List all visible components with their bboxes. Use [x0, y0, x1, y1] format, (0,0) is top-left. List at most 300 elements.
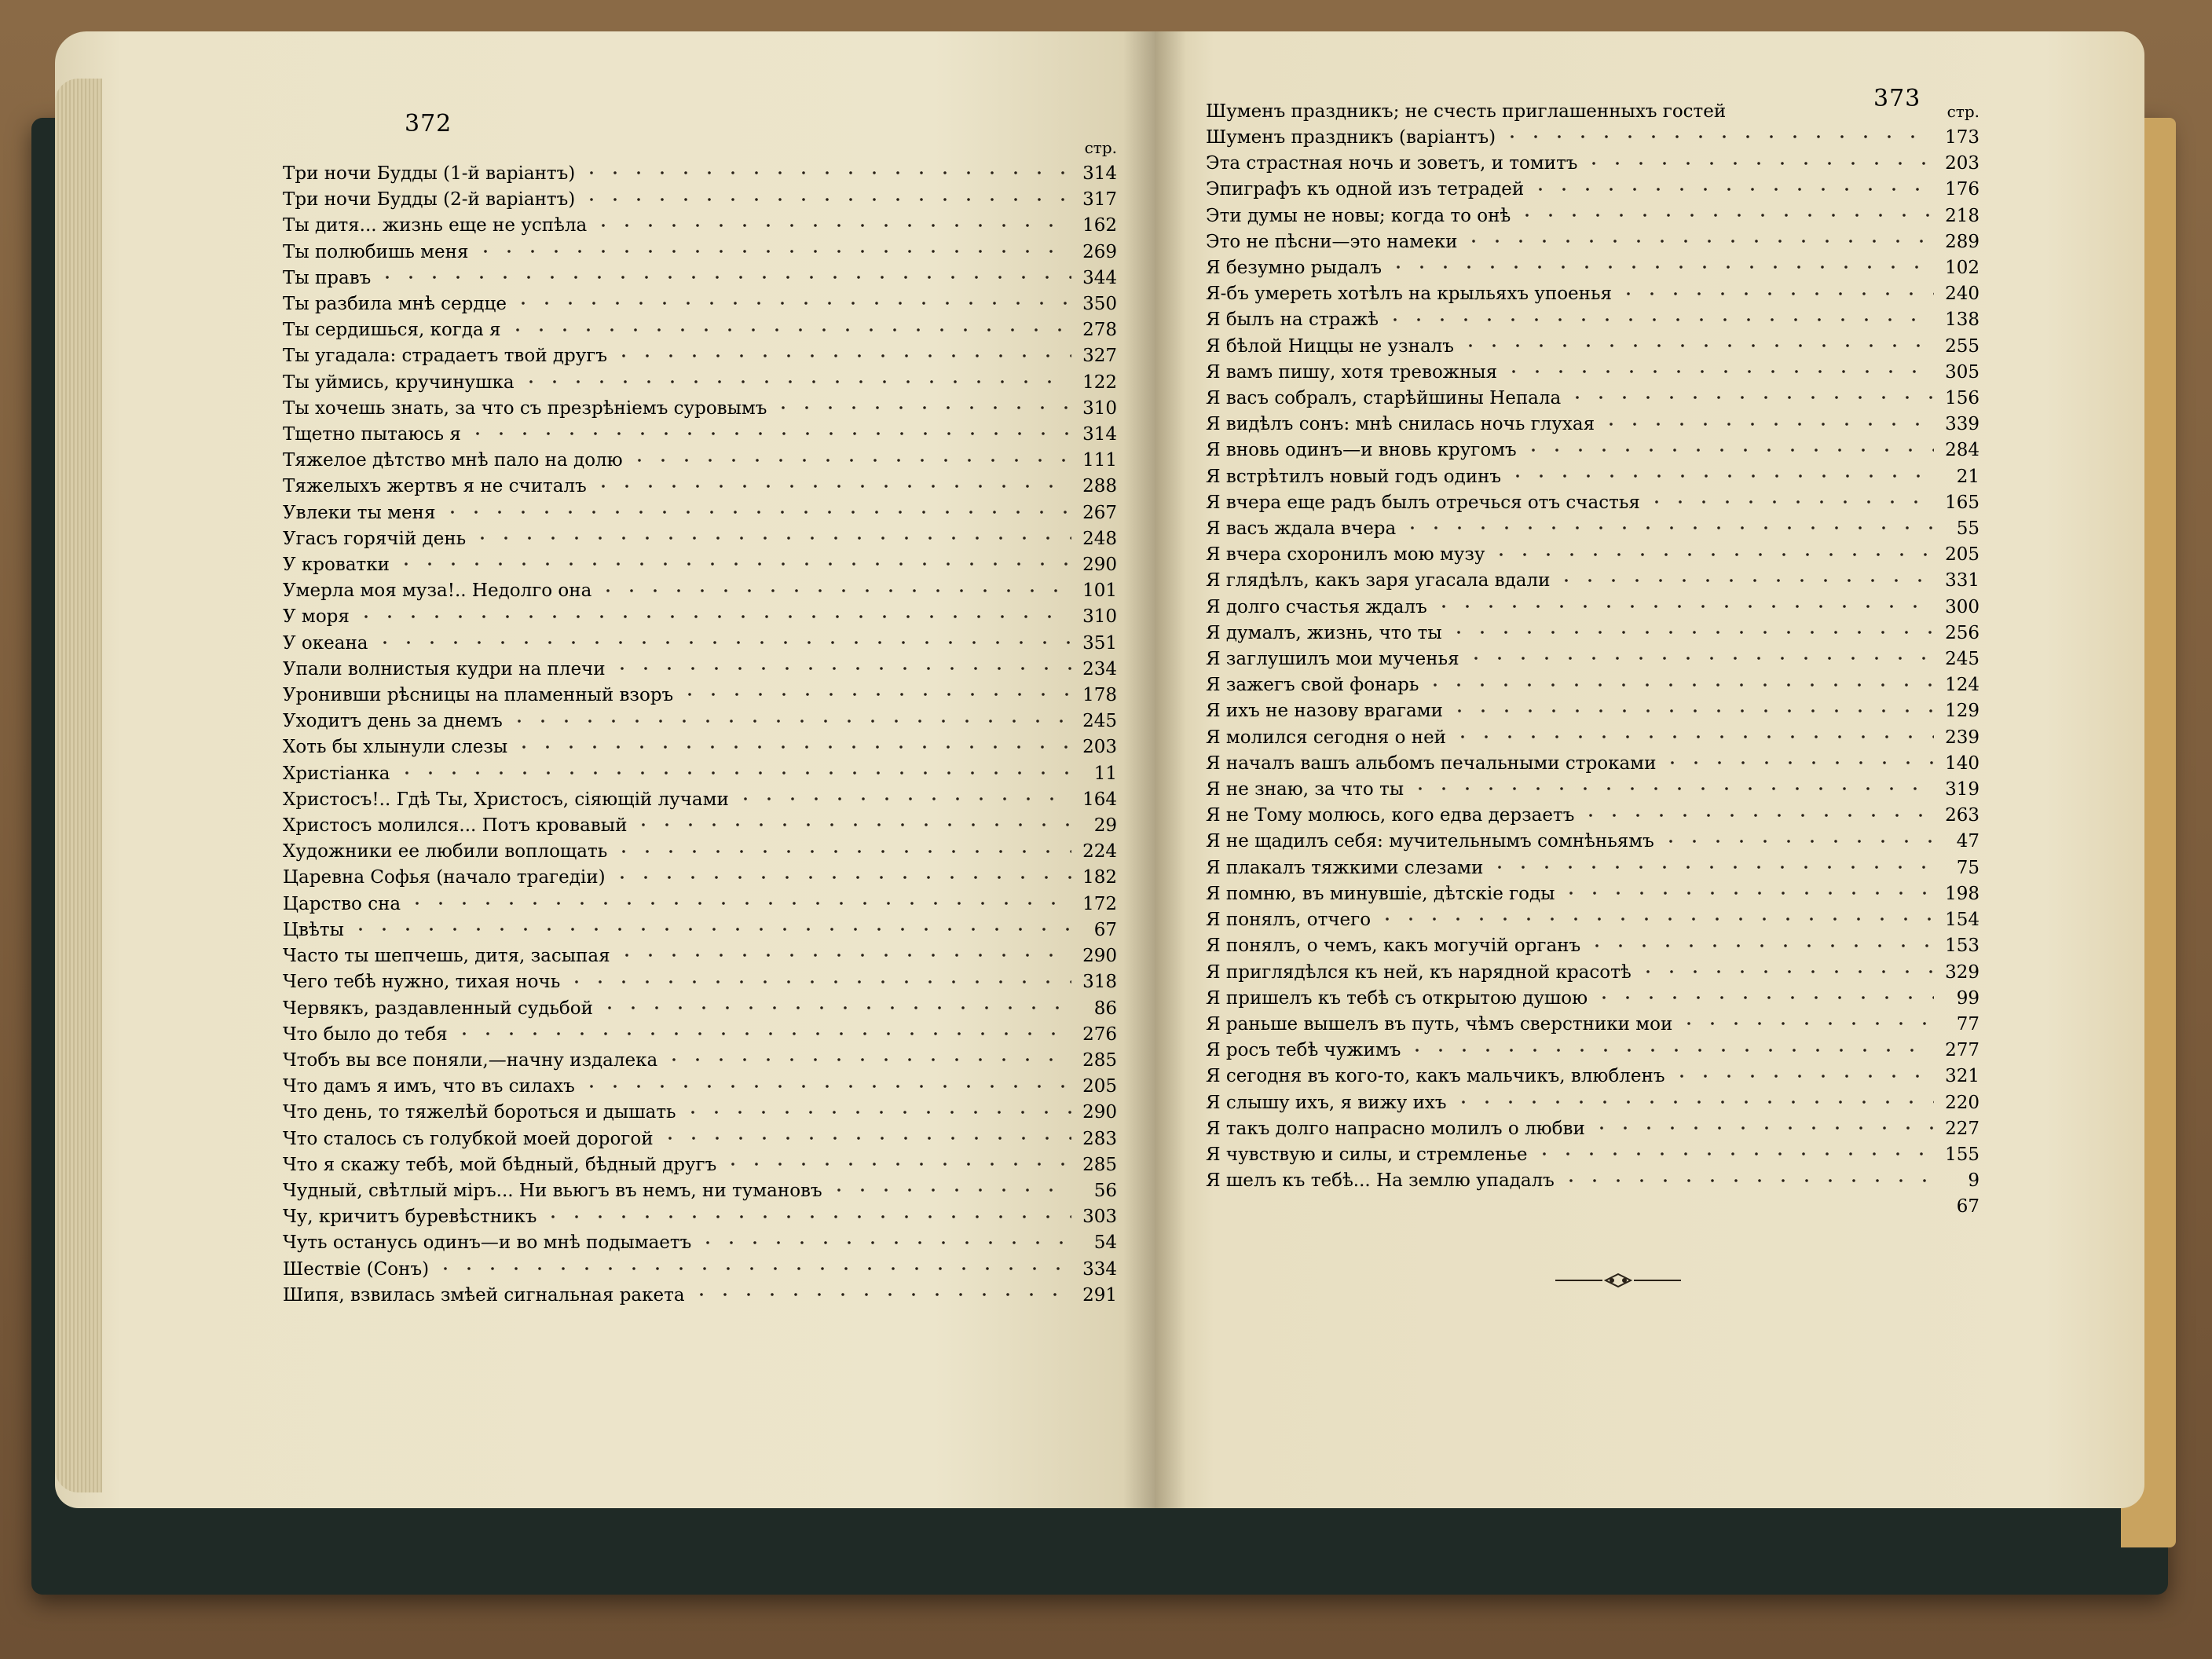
- toc-entry-page: 9: [1968, 1170, 1979, 1192]
- toc-entry-page: 154: [1945, 910, 1979, 931]
- toc-entry-page: 248: [1082, 528, 1117, 549]
- toc-entry: [1206, 881, 1979, 907]
- toc-entry: [283, 187, 1117, 213]
- dot-leader: [349, 920, 1071, 936]
- toc-entry-title: Ты полюбишь меня: [283, 241, 469, 262]
- toc-entry-page: 156: [1945, 388, 1979, 409]
- dot-leader: [375, 268, 1071, 284]
- toc-entry-page: 224: [1082, 841, 1117, 862]
- toc-entry: [1206, 1090, 1979, 1116]
- spine-shadow: [1123, 31, 1186, 1508]
- toc-entry-title: Я встрѣтилъ новый годъ одинъ: [1206, 466, 1502, 487]
- dot-leader: [354, 606, 1071, 622]
- toc-entry-page: 165: [1945, 492, 1979, 513]
- toc-entry: [283, 1204, 1117, 1230]
- toc-entry-title: Это не пѣсни—это намеки: [1206, 231, 1458, 252]
- toc-entry: [1206, 412, 1979, 438]
- toc-entry-page: 162: [1082, 215, 1117, 236]
- toc-entry: [1206, 516, 1979, 542]
- toc-entry-page: 55: [1956, 518, 1979, 540]
- dot-leader: [1447, 623, 1934, 639]
- dot-leader: [512, 737, 1071, 753]
- toc-entry-title: Я молился сегодня о ней: [1206, 727, 1447, 748]
- toc-entry-page: 111: [1082, 450, 1117, 471]
- toc-entry-title: Христосъ!.. Гдѣ Ты, Христосъ, сiяющiй лучами: [283, 789, 729, 810]
- toc-entry-title: Я бѣлой Ниццы не узналъ: [1206, 335, 1454, 357]
- dot-leader: [434, 1259, 1071, 1275]
- dot-leader: [1566, 388, 1934, 404]
- toc-entry-title: Я вчера схоронилъ мою музу: [1206, 544, 1485, 566]
- dot-leader: [1500, 127, 1934, 143]
- toc-entry-page: 314: [1082, 163, 1117, 184]
- toc-entry-title: Я не знаю, за что ты: [1206, 779, 1404, 800]
- right-first-line: [1206, 99, 1979, 125]
- toc-entry-page: 269: [1082, 241, 1117, 262]
- toc-entry-page: 350: [1082, 294, 1117, 315]
- toc-entry-title: Ты сердишься, когда я: [283, 320, 501, 341]
- toc-entry: [1206, 490, 1979, 516]
- toc-entry-title: Угасъ горячiй день: [283, 528, 467, 549]
- dot-leader: [628, 450, 1071, 466]
- toc-entry-title: Я-бъ умереть хотѣлъ на крыльяхъ упоенья: [1206, 284, 1613, 305]
- toc-entry-title: Я шелъ къ тебѣ... На землю упадалъ: [1206, 1170, 1555, 1192]
- toc-entry-page: 289: [1945, 231, 1979, 252]
- toc-entry-page: 239: [1945, 727, 1979, 748]
- toc-entry: [1206, 542, 1979, 568]
- dot-leader: [678, 685, 1071, 701]
- toc-entry-page: 198: [1945, 883, 1979, 904]
- toc-entry-page: 99: [1956, 987, 1979, 1009]
- end-ornament-icon: [1555, 1273, 1681, 1288]
- toc-entry-page: 278: [1082, 320, 1117, 341]
- toc-entry-page: 245: [1082, 711, 1117, 732]
- toc-entry-title: Я приглядѣлся къ ней, къ нарядной красотѣ: [1206, 961, 1632, 983]
- dot-leader: [541, 1207, 1071, 1222]
- toc-entry: [283, 474, 1117, 500]
- toc-entry-page: 56: [1093, 1180, 1117, 1201]
- dot-leader: [1555, 570, 1934, 586]
- toc-entry-page: 310: [1082, 606, 1117, 628]
- toc-entry-title: Я такъ долго напрасно молилъ о любви: [1206, 1118, 1585, 1139]
- dot-leader: [1617, 284, 1934, 299]
- toc-entry: [283, 604, 1117, 630]
- toc-entry-title: Что я скажу тебѣ, мой бѣдный, бѣдный другъ: [283, 1154, 717, 1175]
- toc-entry-title: Я не щадилъ себя: мучительнымъ сомнѣньямъ: [1206, 831, 1654, 852]
- dot-leader: [610, 659, 1071, 675]
- dot-leader: [610, 867, 1071, 883]
- toc-entry-title: Я васъ собралъ, старѣйшины Непала: [1206, 388, 1562, 409]
- toc-entry: [1206, 1116, 1979, 1142]
- toc-entry-page: 205: [1082, 1076, 1117, 1097]
- toc-entry-page: 317: [1082, 189, 1117, 211]
- toc-entry: [283, 709, 1117, 734]
- toc-entry: [283, 396, 1117, 422]
- toc-entry: [1206, 855, 1979, 881]
- dot-leader: [721, 1155, 1071, 1170]
- dot-leader: [580, 163, 1071, 179]
- dot-leader: [1590, 1119, 1934, 1134]
- dot-leader: [1533, 1144, 1934, 1160]
- dot-leader: [1459, 336, 1934, 352]
- toc-entry: [283, 1152, 1117, 1178]
- toc-entry: [283, 761, 1117, 787]
- toc-entry: [283, 1074, 1117, 1100]
- toc-entry-page: 314: [1082, 424, 1117, 445]
- dot-leader: [1670, 1066, 1935, 1082]
- toc-entry-page: 11: [1093, 763, 1117, 784]
- toc-entry-title: Я понялъ, о чемъ, какъ могучiй органъ: [1206, 936, 1581, 957]
- dot-leader: [466, 424, 1071, 440]
- toc-entry: [1206, 281, 1979, 307]
- toc-entry-title: Ты дитя... жизнь еще не успѣла: [283, 215, 588, 236]
- toc-entry-title: У моря: [283, 606, 350, 628]
- toc-entry-title: Шипя, взвилась змѣей сигнальная ракета: [283, 1284, 685, 1306]
- dot-leader: [1599, 414, 1934, 430]
- toc-entry: [283, 1022, 1117, 1048]
- toc-entry-title: Я плакалъ тяжкими слезами: [1206, 857, 1484, 878]
- toc-entry-title: Уронивши рѣсницы на пламенный взоръ: [283, 685, 674, 706]
- toc-entry-page: 334: [1082, 1258, 1117, 1280]
- toc-entry-page: 75: [1956, 857, 1979, 878]
- dot-leader: [511, 294, 1071, 309]
- toc-entry: [283, 813, 1117, 839]
- dot-leader: [771, 398, 1071, 414]
- toc-entry-page: 220: [1945, 1092, 1979, 1113]
- dot-leader: [1210, 1196, 1934, 1212]
- dot-leader: [1677, 1014, 1934, 1030]
- right-toc: [1206, 99, 1979, 1221]
- dot-leader: [591, 215, 1071, 231]
- toc-entry: [1206, 672, 1979, 698]
- toc-entry-page: 86: [1093, 998, 1117, 1019]
- toc-entry: [1206, 907, 1979, 933]
- toc-entry-page: 331: [1945, 570, 1979, 591]
- toc-entry-title: Эти думы не новы; когда то онѣ: [1206, 205, 1511, 226]
- toc-entry-title: Чего тебѣ нужно, тихая ночь: [283, 972, 561, 993]
- toc-entry-title: Я слышу ихъ, я вижу ихъ: [1206, 1092, 1447, 1113]
- toc-entry: [283, 996, 1117, 1022]
- dot-leader: [598, 998, 1071, 1014]
- dot-leader: [690, 1285, 1071, 1301]
- toc-entry: [283, 266, 1117, 291]
- toc-entry-page: 267: [1082, 502, 1117, 523]
- toc-entry-page: 290: [1082, 946, 1117, 967]
- dot-leader: [405, 894, 1071, 910]
- toc-entry: [1206, 1168, 1979, 1194]
- toc-entry: [1206, 203, 1979, 229]
- toc-entry-title: Я зажегъ свой фонарь: [1206, 675, 1419, 696]
- toc-entry: [1206, 960, 1979, 986]
- toc-entry-page: 255: [1945, 335, 1979, 357]
- dot-leader: [662, 1050, 1071, 1066]
- toc-entry-page: 240: [1945, 284, 1979, 305]
- dot-leader: [612, 346, 1071, 361]
- toc-entry: [283, 917, 1117, 943]
- toc-entry-page: 276: [1082, 1024, 1117, 1045]
- dot-leader: [474, 242, 1071, 258]
- toc-entry-page: 101: [1082, 580, 1117, 602]
- toc-entry: [1206, 151, 1979, 177]
- toc-entry-page: 318: [1082, 972, 1117, 993]
- toc-entry-page: 327: [1082, 346, 1117, 367]
- toc-entry: [1206, 177, 1979, 203]
- toc-entry-page: 172: [1082, 893, 1117, 914]
- toc-entry-title: Я росъ тебѣ чужимъ: [1206, 1040, 1401, 1061]
- dot-leader: [1559, 884, 1934, 899]
- dot-leader: [681, 1102, 1071, 1118]
- dot-leader: [1579, 805, 1934, 821]
- dot-leader: [1502, 362, 1934, 378]
- toc-entry: [1206, 803, 1979, 829]
- toc-entry-title: Царство сна: [283, 893, 401, 914]
- toc-entry: [283, 448, 1117, 474]
- toc-entry-page: 21: [1956, 466, 1979, 487]
- toc-entry-title: Я понялъ, отчего: [1206, 910, 1372, 931]
- toc-entry-page: 288: [1082, 476, 1117, 497]
- toc-entry-title: Ты разбила мнѣ сердце: [283, 294, 507, 315]
- left-page-number: 372: [405, 110, 452, 137]
- toc-entry-title: Эта страстная ночь и зоветъ, и томитъ: [1206, 153, 1578, 174]
- dot-leader: [373, 633, 1071, 649]
- toc-entry-title: Что было до тебя: [283, 1024, 448, 1045]
- dot-leader: [1636, 962, 1934, 978]
- toc-entry-title: Я былъ на стражѣ: [1206, 309, 1379, 331]
- toc-entry-title: Я безумно рыдалъ: [1206, 258, 1382, 279]
- dot-leader: [441, 503, 1072, 518]
- dot-leader: [591, 476, 1071, 492]
- toc-entry-title: Что день, то тяжелѣй бороться и дышать: [283, 1102, 676, 1123]
- toc-entry-page: 234: [1082, 658, 1117, 679]
- dot-leader: [1529, 179, 1934, 195]
- dot-leader: [1585, 936, 1934, 951]
- toc-entry: [1206, 255, 1979, 281]
- toc-entry-page: 178: [1082, 685, 1117, 706]
- toc-entry-page: 205: [1945, 544, 1979, 566]
- toc-entry-page: 67: [1956, 1196, 1979, 1218]
- toc-entry-page: 285: [1082, 1154, 1117, 1175]
- toc-entry: [283, 370, 1117, 396]
- toc-entry: [283, 787, 1117, 813]
- toc-entry-title: Эпиграфъ къ одной изъ тетрадей: [1206, 179, 1525, 200]
- toc-entry: [1206, 751, 1979, 777]
- toc-entry-title: Я долго счастья ждалъ: [1206, 596, 1427, 617]
- toc-entry-page: 245: [1945, 649, 1979, 670]
- toc-entry: [283, 969, 1117, 995]
- dot-leader: [1582, 153, 1934, 169]
- dot-leader: [519, 372, 1071, 388]
- toc-entry-page: 77: [1956, 1013, 1979, 1035]
- toc-entry-page: 124: [1945, 675, 1979, 696]
- toc-entry-page: 321: [1945, 1066, 1979, 1087]
- dot-leader: [506, 320, 1071, 335]
- dot-leader: [1375, 910, 1934, 925]
- toc-entry-title: Шествiе (Сонъ): [283, 1258, 430, 1280]
- toc-entry-page: 140: [1945, 753, 1979, 774]
- toc-entry-page: 176: [1945, 179, 1979, 200]
- toc-entry-page: 218: [1945, 205, 1979, 226]
- dot-leader: [1383, 309, 1934, 325]
- dot-leader: [507, 711, 1071, 727]
- toc-entry: [1206, 334, 1979, 360]
- toc-entry: [283, 657, 1117, 683]
- toc-entry-page: 155: [1945, 1144, 1979, 1165]
- toc-entry-page: 303: [1082, 1207, 1117, 1228]
- toc-entry-title: Чуть останусь одинъ—и во мнѣ подымаетъ: [283, 1232, 692, 1254]
- toc-entry: [1206, 933, 1979, 959]
- toc-entry-page: 227: [1945, 1118, 1979, 1139]
- right-toc-entries: [1206, 125, 1979, 1221]
- toc-entry-title: У океана: [283, 632, 368, 654]
- dot-leader: [580, 1076, 1071, 1092]
- dot-leader: [696, 1232, 1071, 1248]
- left-page-column-header: стр.: [1084, 138, 1117, 157]
- toc-entry-title: Шуменъ праздникъ (варiантъ): [1206, 127, 1496, 148]
- toc-entry-title: Увлеки ты меня: [283, 502, 436, 523]
- dot-leader: [827, 1181, 1071, 1196]
- toc-entry-title: Христiанка: [283, 763, 390, 784]
- toc-entry: [1206, 464, 1979, 490]
- dot-leader: [1386, 258, 1934, 273]
- toc-entry-title: Три ночи Будды (2-й варiантъ): [283, 189, 576, 211]
- toc-entry-title: Я думалъ, жизнь, что ты: [1206, 622, 1442, 643]
- toc-entry-page: 290: [1082, 1102, 1117, 1123]
- dot-leader: [394, 555, 1071, 570]
- toc-entry-title: Ты угадала: страдаетъ твой другъ: [283, 346, 607, 367]
- toc-entry: [283, 734, 1117, 760]
- toc-entry-page: 329: [1945, 961, 1979, 983]
- toc-entry-title: Я чувствую и силы, и стремленье: [1206, 1144, 1528, 1165]
- toc-entry-page: 285: [1082, 1049, 1117, 1071]
- toc-entry-title: Хоть бы хлынули слезы: [283, 737, 508, 758]
- toc-entry-title: Я началъ вашъ альбомъ печальными строками: [1206, 753, 1657, 774]
- toc-entry-title: Умерла моя муза!.. Недолго она: [283, 580, 592, 602]
- toc-entry-title: Христосъ молился... Потъ кровавый: [283, 815, 628, 837]
- toc-entry: [283, 1230, 1117, 1256]
- toc-entry-title: Что сталось съ голубкой моей дорогой: [283, 1128, 654, 1149]
- toc-entry: [283, 552, 1117, 578]
- toc-entry: [283, 892, 1117, 917]
- toc-entry-title: Ты уймись, кручинушка: [283, 372, 515, 393]
- right-page-column-header: стр.: [1946, 102, 1979, 121]
- toc-entry-page: 283: [1082, 1128, 1117, 1149]
- toc-entry-title: Уходитъ день за днемъ: [283, 711, 503, 732]
- toc-entry-title: Часто ты шепчешь, дитя, засыпая: [283, 946, 610, 967]
- toc-entry: [1206, 438, 1979, 463]
- dot-leader: [658, 1129, 1071, 1144]
- toc-entry-page: 344: [1082, 267, 1117, 288]
- toc-entry: [283, 1178, 1117, 1204]
- toc-entry-title: Царевна Софья (начало трагедiи): [283, 867, 606, 888]
- toc-entry: [1206, 829, 1979, 855]
- toc-entry-title: Я ихъ не назову врагами: [1206, 701, 1443, 722]
- toc-entry-title: Я вновь одинъ—и вновь кругомъ: [1206, 440, 1517, 461]
- toc-entry: [283, 865, 1117, 891]
- toc-entry-title: Я раньше вышелъ въ путь, чѣмъ сверстники мои: [1206, 1013, 1673, 1035]
- toc-entry-page: 339: [1945, 414, 1979, 435]
- toc-entry: [1206, 386, 1979, 412]
- dot-leader: [1401, 518, 1934, 534]
- toc-entry-title: Тщетно пытаюсь я: [283, 424, 461, 445]
- toc-entry: [283, 317, 1117, 343]
- toc-entry: [283, 500, 1117, 526]
- toc-entry: [1206, 307, 1979, 333]
- toc-entry-page: 319: [1945, 779, 1979, 800]
- toc-entry-page: 29: [1093, 815, 1117, 837]
- toc-entry-title: Что дамъ я имъ, что въ силахъ: [283, 1076, 575, 1097]
- toc-entry: [1206, 360, 1979, 386]
- toc-entry-page: 290: [1082, 555, 1117, 576]
- toc-entry: [1206, 125, 1979, 151]
- toc-entry: [283, 1257, 1117, 1283]
- toc-entry-page: 153: [1945, 936, 1979, 957]
- toc-entry-title: Чтобъ вы все поняли,—начну издалека: [283, 1049, 658, 1071]
- dot-leader: [395, 764, 1071, 779]
- toc-entry: [283, 839, 1117, 865]
- toc-entry: [1206, 725, 1979, 751]
- dot-leader: [1730, 101, 1934, 117]
- toc-entry: [283, 1126, 1117, 1152]
- toc-entry-title: Тяжелыхъ жертвъ я не считалъ: [283, 476, 587, 497]
- toc-entry: [283, 343, 1117, 369]
- toc-entry: [1206, 986, 1979, 1012]
- toc-entry: [1206, 698, 1979, 724]
- toc-entry-page: 305: [1945, 361, 1979, 383]
- dot-leader: [471, 529, 1071, 544]
- dot-leader: [580, 189, 1071, 205]
- dot-leader: [1522, 440, 1934, 456]
- dot-leader: [1462, 232, 1934, 247]
- toc-entry: [1206, 1064, 1979, 1090]
- dot-leader: [1645, 493, 1934, 508]
- toc-entry: [283, 1100, 1117, 1126]
- toc-entry-page: 67: [1093, 919, 1117, 940]
- left-toc: [283, 135, 1117, 1309]
- toc-entry-page: 263: [1945, 805, 1979, 826]
- dot-leader: [1489, 544, 1934, 560]
- dot-leader: [1488, 858, 1934, 873]
- toc-entry-title: Чу, кричитъ буревѣстникъ: [283, 1207, 537, 1228]
- toc-entry: [1206, 646, 1979, 672]
- dot-leader: [1506, 467, 1934, 482]
- left-toc-entries: [283, 161, 1117, 1309]
- toc-entry-page: 129: [1945, 701, 1979, 722]
- right-first-line-text: Шуменъ праздникъ; не счесть приглашенныхъ гостей: [1206, 101, 1727, 122]
- toc-entry: [283, 526, 1117, 552]
- toc-entry-page: 182: [1082, 867, 1117, 888]
- dot-leader: [612, 841, 1071, 857]
- toc-entry: [283, 240, 1117, 266]
- toc-entry-page: 277: [1945, 1040, 1979, 1061]
- dot-leader: [565, 972, 1071, 987]
- dot-leader: [452, 1024, 1071, 1040]
- toc-entry: [1206, 568, 1979, 594]
- toc-entry: [283, 631, 1117, 657]
- toc-entry-page: 203: [1082, 737, 1117, 758]
- toc-entry: [283, 213, 1117, 239]
- toc-entry: [283, 1283, 1117, 1309]
- toc-entry: [283, 161, 1117, 187]
- dot-leader: [1451, 727, 1934, 743]
- dot-leader: [1559, 1170, 1934, 1186]
- toc-entry-title: У кроватки: [283, 555, 390, 576]
- toc-entry-page: 300: [1945, 596, 1979, 617]
- dot-leader: [632, 815, 1071, 831]
- toc-entry: [283, 422, 1117, 448]
- dot-leader: [1659, 831, 1934, 847]
- toc-entry-title: Я видѣлъ сонъ: мнѣ снилась ночь глухая: [1206, 414, 1595, 435]
- dot-leader: [1661, 753, 1934, 769]
- toc-entry: [1206, 1012, 1979, 1038]
